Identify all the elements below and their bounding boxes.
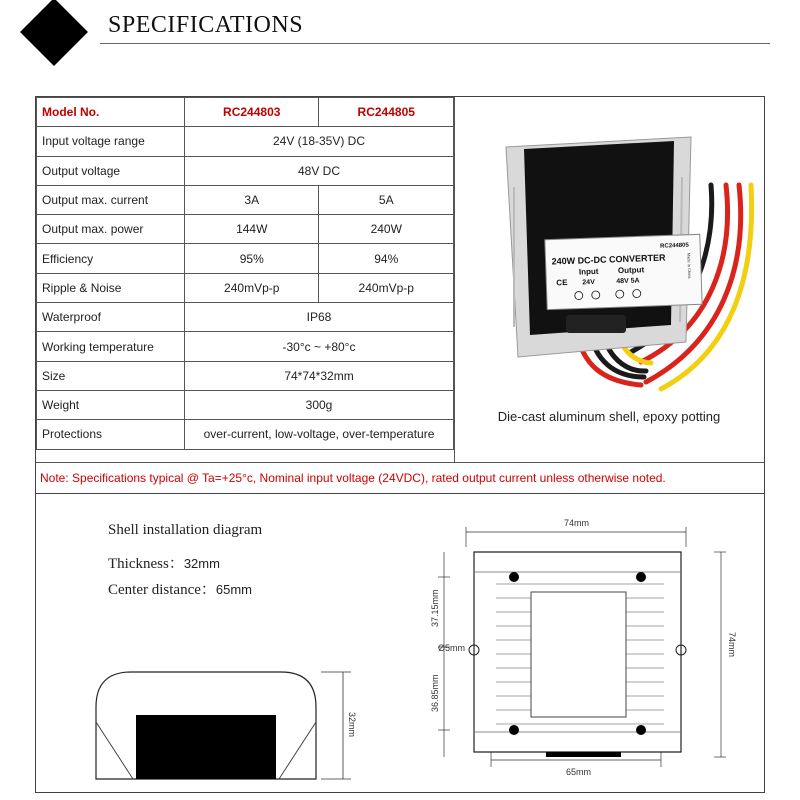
row-label: Ripple & Noise: [37, 273, 185, 302]
side-height-dimension: [321, 672, 351, 779]
title-underline: [100, 43, 770, 44]
top-view-diagram: [426, 502, 746, 782]
photo-caption: Die-cast aluminum shell, epoxy potting: [497, 409, 721, 424]
table-row: [37, 156, 454, 185]
table-row: [37, 361, 454, 390]
header-model-a: RC244803: [185, 98, 319, 127]
installation-frame: [35, 492, 765, 793]
row-value-b: 5A: [319, 185, 454, 214]
row-label: Output max. current: [37, 185, 185, 214]
row-label: Input voltage range: [37, 127, 185, 156]
row-value: -30°c ~ +80°c: [185, 332, 454, 361]
row-value-a: 240mVp-p: [185, 273, 319, 302]
thickness-row: [108, 552, 220, 573]
row-label: Protections: [37, 420, 185, 449]
row-value-b: 94%: [319, 244, 454, 273]
label-output: Output: [617, 265, 645, 276]
spec-note: Note: Specifications typical @ Ta=+25°c, Nominal input voltage (24VDC), rated output current unless otherwise noted.: [36, 462, 764, 493]
row-label: Output voltage: [37, 156, 185, 185]
table-row: [37, 332, 454, 361]
row-value: IP68: [185, 303, 454, 332]
row-label: Waterproof: [37, 303, 185, 332]
header-label: Model No.: [37, 98, 185, 127]
cable-gland: [566, 315, 626, 333]
row-label: Weight: [37, 390, 185, 419]
table-row: [37, 390, 454, 419]
row-value-a: 144W: [185, 215, 319, 244]
lower-hole-label: 36.85mm: [430, 674, 440, 712]
table-row: [37, 303, 454, 332]
row-value-a: 95%: [185, 244, 319, 273]
row-value: over-current, low-voltage, over-temperature: [185, 420, 454, 449]
thickness-value: 32mm: [183, 556, 220, 571]
row-value: 48V DC: [185, 156, 454, 185]
row-label: Output max. power: [37, 215, 185, 244]
spec-frame: [35, 96, 765, 494]
row-value: 300g: [185, 390, 454, 419]
row-label: Size: [37, 361, 185, 390]
label-title: 240W DC-DC CONVERTER: [551, 252, 666, 267]
row-value-a: 3A: [185, 185, 319, 214]
width-top-label: 74mm: [564, 518, 590, 528]
product-photo: [466, 127, 756, 397]
upper-hole-label: 37.15mm: [430, 589, 440, 627]
row-value: 74*74*32mm: [185, 361, 454, 390]
label-model: RC244805: [660, 242, 689, 250]
table-header-row: [37, 98, 454, 127]
hole-diameter-label: Ø5mm: [438, 643, 465, 653]
installation-heading: Shell installation diagram: [108, 522, 263, 538]
spec-table: [36, 97, 454, 450]
center-distance-value: 65mm: [215, 582, 253, 597]
top-view-center-window: [531, 592, 626, 717]
row-value: 24V (18-35V) DC: [185, 127, 454, 156]
center-distance-row: [108, 578, 252, 599]
table-row: [37, 273, 454, 302]
top-view-cable-exit: [546, 752, 621, 757]
page-title: SPECIFICATIONS: [108, 12, 304, 38]
height-right-label: 74mm: [727, 632, 737, 658]
label-origin: Made in China: [686, 252, 693, 279]
row-value-b: 240W: [319, 215, 454, 244]
label-input: Input: [578, 266, 599, 277]
table-row: [37, 185, 454, 214]
table-row: [37, 244, 454, 273]
header-diamond-logo: [20, 0, 88, 66]
header-model-b: RC244805: [319, 98, 454, 127]
thickness-label: Thickness：: [108, 556, 184, 572]
side-height-label: 32mm: [347, 712, 357, 738]
center-bottom-label: 65mm: [566, 767, 592, 777]
ce-mark: CE: [556, 277, 568, 288]
side-view-diagram: [91, 667, 361, 782]
center-distance-label: Center distance：: [108, 582, 216, 598]
table-row: [37, 420, 454, 449]
row-value-b: 240mVp-p: [319, 273, 454, 302]
table-row: [37, 215, 454, 244]
label-output-value: 48V 5A: [616, 277, 640, 286]
side-view-potting: [136, 715, 276, 779]
row-label: Efficiency: [37, 244, 185, 273]
table-row: [37, 127, 454, 156]
column-divider: [454, 97, 455, 462]
label-input-value: 24V: [582, 278, 595, 287]
product-label: [545, 234, 702, 309]
row-label: Working temperature: [37, 332, 185, 361]
